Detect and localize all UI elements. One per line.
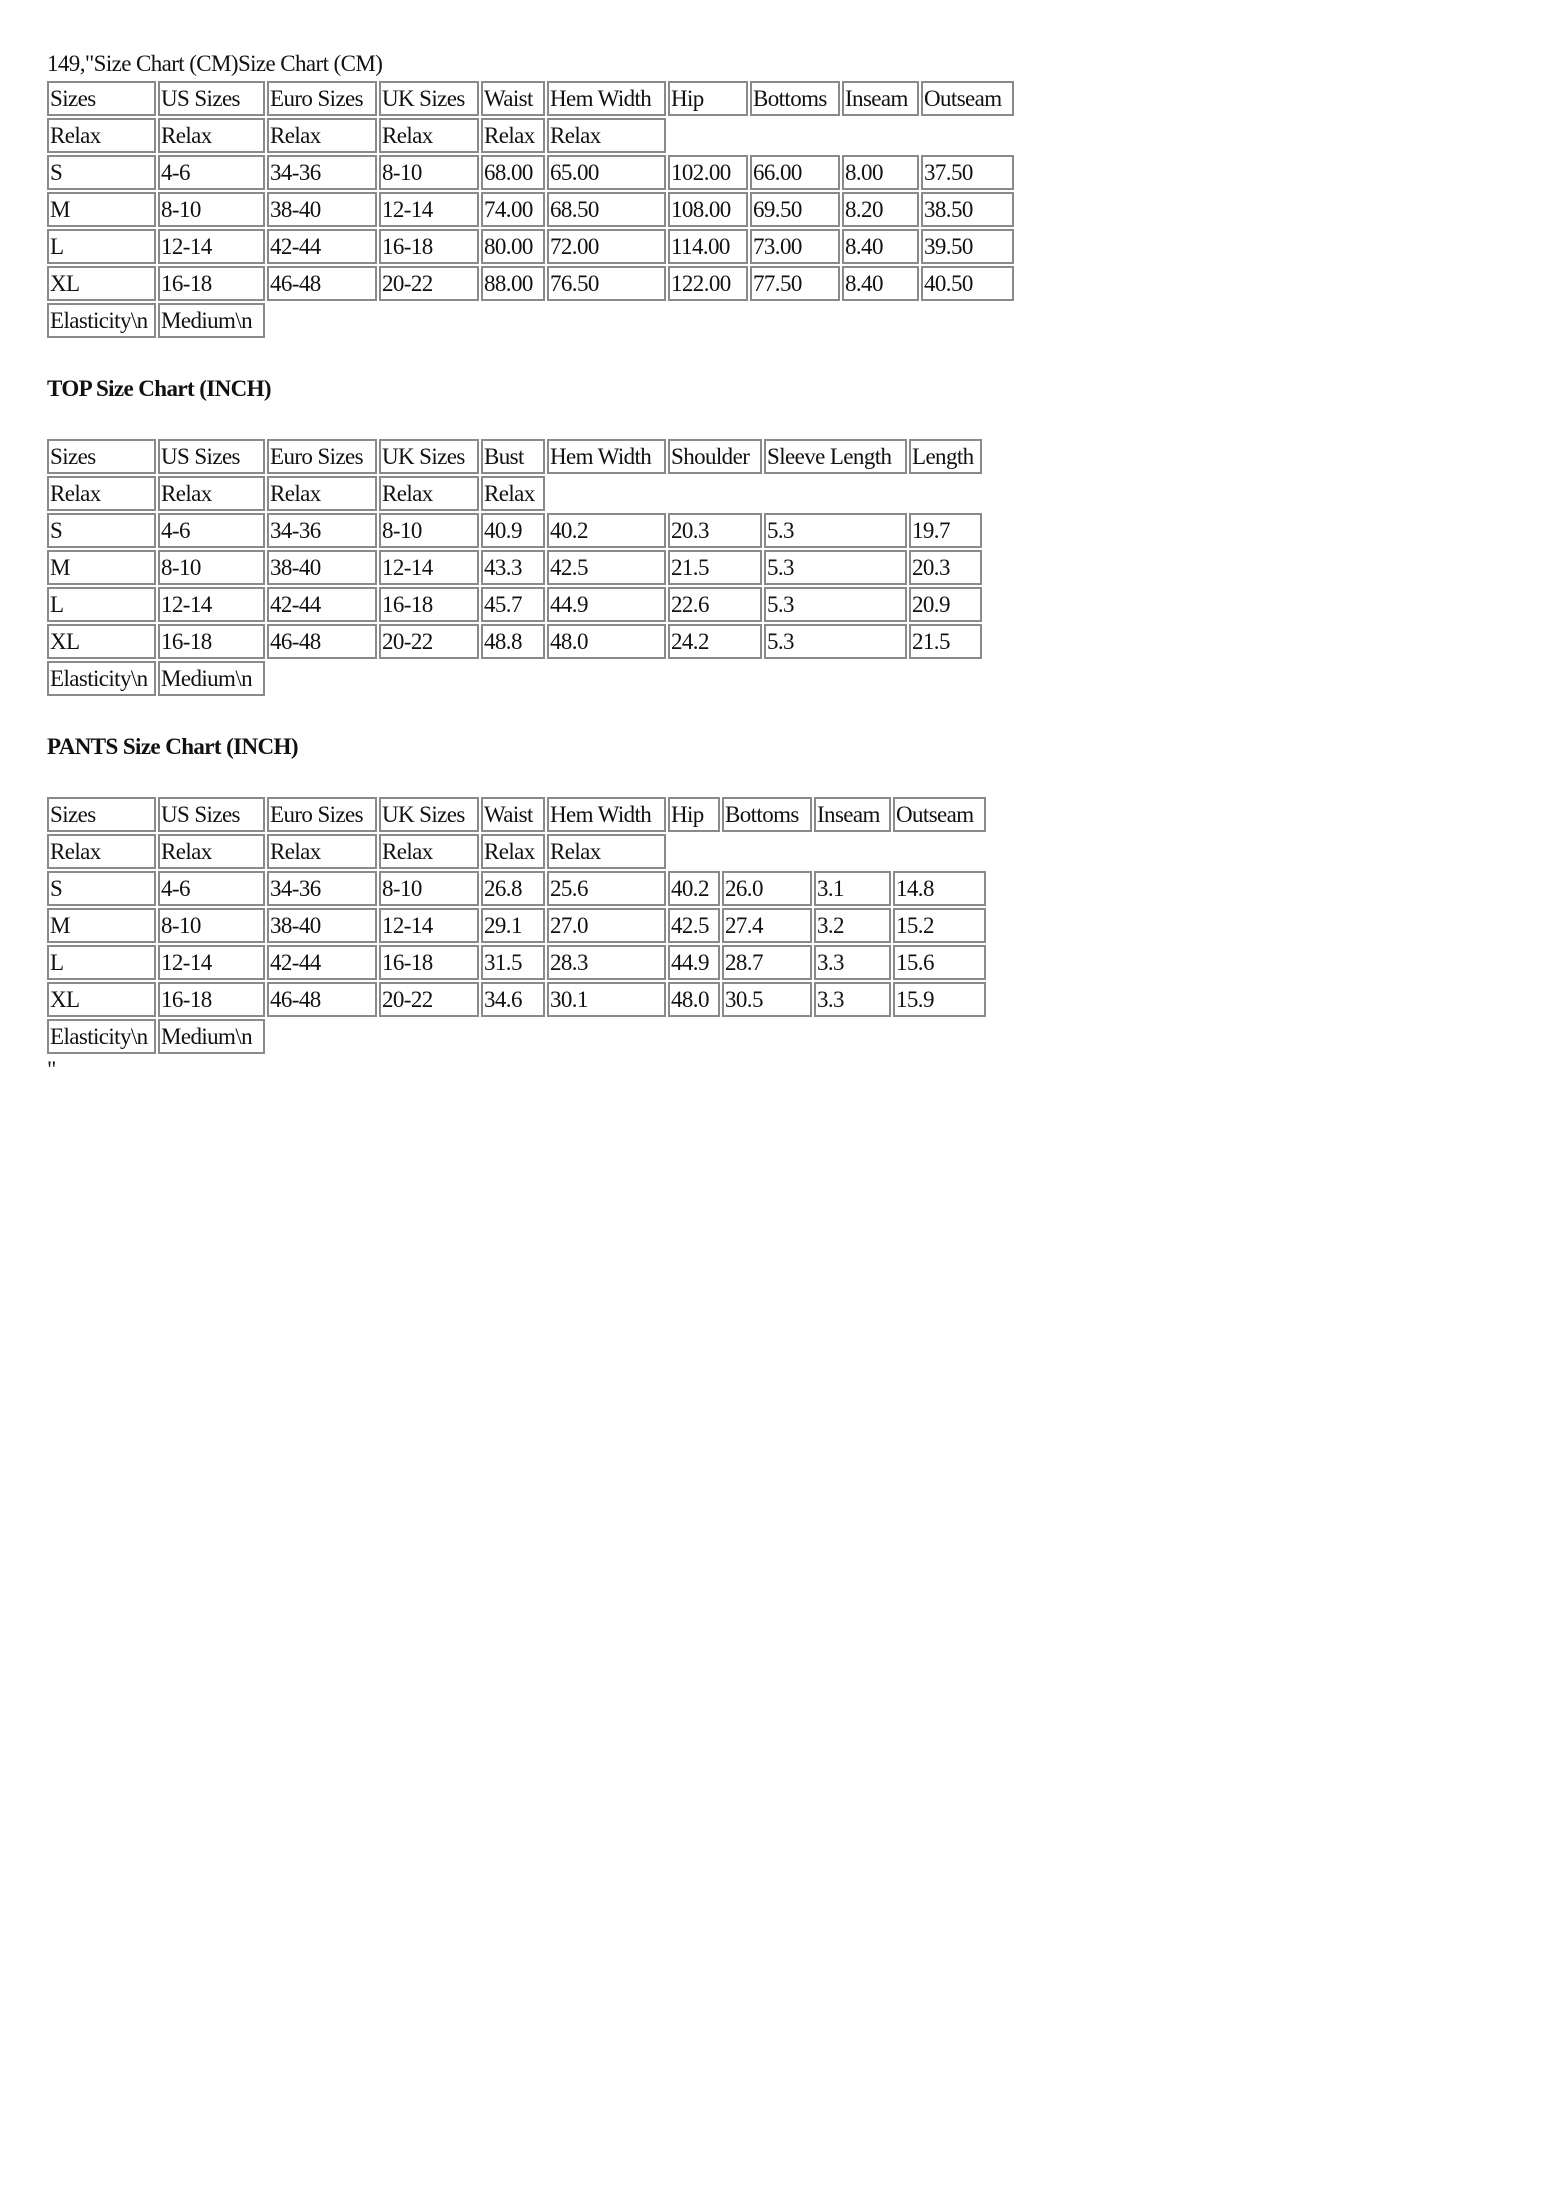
table-cell: 30.1	[547, 982, 666, 1017]
relax-cell: Relax	[158, 118, 265, 153]
table-cell: 42.5	[547, 550, 666, 585]
table-cell: 12-14	[379, 908, 479, 943]
table-cell: 114.00	[668, 229, 748, 264]
header-cell-sleeve-length: Sleeve Length	[764, 439, 907, 474]
table-cell: 20-22	[379, 624, 479, 659]
table-cell: 34-36	[267, 513, 377, 548]
table-cell: 102.00	[668, 155, 748, 190]
table-cell: 34-36	[267, 871, 377, 906]
table-cell: 16-18	[158, 266, 265, 301]
table-cell: 73.00	[750, 229, 840, 264]
elasticity-value-cell: Medium\n	[158, 303, 265, 338]
table-cell: M	[47, 550, 156, 585]
table-cell: 46-48	[267, 624, 377, 659]
table-cell: 8.40	[842, 229, 919, 264]
header-cell-outseam: Outseam	[893, 797, 986, 832]
table-row	[47, 192, 1014, 227]
header-cell-sizes: Sizes	[47, 797, 156, 832]
table-cell: 15.6	[893, 945, 986, 980]
table-cell: 34.6	[481, 982, 545, 1017]
relax-cell: Relax	[379, 476, 479, 511]
cm-size-chart-table	[45, 79, 1016, 340]
table-cell: 48.0	[668, 982, 720, 1017]
table-cell: 4-6	[158, 513, 265, 548]
table-cell: 68.00	[481, 155, 545, 190]
table-cell: 46-48	[267, 982, 377, 1017]
table-row	[47, 871, 986, 906]
elasticity-label-cell: Elasticity\n	[47, 661, 156, 696]
table-cell: 42-44	[267, 229, 377, 264]
table-cell: 45.7	[481, 587, 545, 622]
table-cell: 38-40	[267, 192, 377, 227]
header-cell-shoulder: Shoulder	[668, 439, 762, 474]
relax-cell: Relax	[379, 118, 479, 153]
table-cell: M	[47, 192, 156, 227]
table-cell: 12-14	[158, 587, 265, 622]
header-cell-uk-sizes: UK Sizes	[379, 797, 479, 832]
table-cell: 12-14	[379, 550, 479, 585]
relax-cell: Relax	[47, 834, 156, 869]
table-cell: 12-14	[158, 229, 265, 264]
header-cell-sizes: Sizes	[47, 439, 156, 474]
table-cell: M	[47, 908, 156, 943]
pants-size-chart-table	[45, 795, 988, 1056]
table-cell: 21.5	[909, 624, 982, 659]
table-cell: 76.50	[547, 266, 666, 301]
table-cell: 5.3	[764, 550, 907, 585]
document-title-line: 149,"Size Chart (CM)Size Chart (CM)	[47, 51, 383, 76]
top-size-chart-heading: TOP Size Chart (INCH)	[47, 376, 271, 401]
relax-cell: Relax	[481, 834, 545, 869]
table-cell: 21.5	[668, 550, 762, 585]
table-row	[47, 266, 1014, 301]
top-size-chart-table	[45, 437, 984, 698]
table-cell: 5.3	[764, 513, 907, 548]
elasticity-value-cell: Medium\n	[158, 661, 265, 696]
relax-cell: Relax	[158, 476, 265, 511]
table-row	[47, 624, 982, 659]
table-cell: 40.2	[547, 513, 666, 548]
table-cell: 40.50	[921, 266, 1014, 301]
relax-cell: Relax	[47, 476, 156, 511]
table-row	[47, 229, 1014, 264]
empty-cell	[267, 661, 982, 696]
table-cell: 4-6	[158, 871, 265, 906]
header-cell-waist: Waist	[481, 81, 545, 116]
header-cell-euro-sizes: Euro Sizes	[267, 797, 377, 832]
table-cell: 8-10	[379, 155, 479, 190]
table-cell: 122.00	[668, 266, 748, 301]
table-cell: 12-14	[379, 192, 479, 227]
header-cell-length: Length	[909, 439, 982, 474]
table-cell: 24.2	[668, 624, 762, 659]
header-cell-inseam: Inseam	[814, 797, 891, 832]
table-cell: 8-10	[379, 513, 479, 548]
relax-cell: Relax	[158, 834, 265, 869]
relax-row	[47, 834, 986, 869]
table-cell: 8.00	[842, 155, 919, 190]
table-cell: 4-6	[158, 155, 265, 190]
empty-cell	[547, 476, 982, 511]
header-cell-euro-sizes: Euro Sizes	[267, 439, 377, 474]
table-cell: 46-48	[267, 266, 377, 301]
table-cell: 74.00	[481, 192, 545, 227]
table-cell: 8-10	[158, 908, 265, 943]
header-cell-waist: Waist	[481, 797, 545, 832]
relax-cell: Relax	[267, 834, 377, 869]
table-cell: 15.9	[893, 982, 986, 1017]
table-cell: 34-36	[267, 155, 377, 190]
table-cell: 20.9	[909, 587, 982, 622]
table-cell: 77.50	[750, 266, 840, 301]
table-cell: 80.00	[481, 229, 545, 264]
table-cell: 38.50	[921, 192, 1014, 227]
relax-cell: Relax	[379, 834, 479, 869]
relax-cell: Relax	[47, 118, 156, 153]
header-cell-bottoms: Bottoms	[750, 81, 840, 116]
table-cell: 28.7	[722, 945, 812, 980]
table-row	[47, 945, 986, 980]
table-cell: 3.3	[814, 945, 891, 980]
elasticity-row	[47, 1019, 986, 1054]
table-cell: 8-10	[379, 871, 479, 906]
table-cell: 20-22	[379, 266, 479, 301]
relax-cell: Relax	[267, 118, 377, 153]
header-cell-euro-sizes: Euro Sizes	[267, 81, 377, 116]
table-cell: 26.8	[481, 871, 545, 906]
table-row	[47, 513, 982, 548]
table-cell: XL	[47, 982, 156, 1017]
relax-cell: Relax	[547, 834, 666, 869]
table-cell: 8.40	[842, 266, 919, 301]
table-cell: 3.3	[814, 982, 891, 1017]
table-cell: 3.2	[814, 908, 891, 943]
table-row	[47, 155, 1014, 190]
closing-quote-mark: "	[47, 1057, 56, 1082]
relax-cell: Relax	[481, 476, 545, 511]
elasticity-label-cell: Elasticity\n	[47, 1019, 156, 1054]
table-cell: 68.50	[547, 192, 666, 227]
table-cell: 27.4	[722, 908, 812, 943]
empty-cell	[267, 1019, 986, 1054]
table-cell: 12-14	[158, 945, 265, 980]
table-cell: 29.1	[481, 908, 545, 943]
elasticity-label-cell: Elasticity\n	[47, 303, 156, 338]
empty-cell	[668, 834, 986, 869]
header-cell-uk-sizes: UK Sizes	[379, 81, 479, 116]
table-row	[47, 982, 986, 1017]
table-cell: 72.00	[547, 229, 666, 264]
table-cell: 16-18	[158, 982, 265, 1017]
elasticity-value-cell: Medium\n	[158, 1019, 265, 1054]
table-cell: 30.5	[722, 982, 812, 1017]
empty-cell	[668, 118, 1014, 153]
header-cell-bust: Bust	[481, 439, 545, 474]
table-cell: 37.50	[921, 155, 1014, 190]
table-cell: 16-18	[379, 587, 479, 622]
table-cell: 88.00	[481, 266, 545, 301]
table-row	[47, 550, 982, 585]
table-cell: 66.00	[750, 155, 840, 190]
header-cell-hem-width: Hem Width	[547, 81, 666, 116]
header-cell-us-sizes: US Sizes	[158, 797, 265, 832]
table-cell: 69.50	[750, 192, 840, 227]
table-cell: 8.20	[842, 192, 919, 227]
table-cell: 28.3	[547, 945, 666, 980]
empty-cell	[267, 303, 1014, 338]
table-cell: XL	[47, 624, 156, 659]
document-page	[47, 48, 1447, 1084]
table-cell: 42.5	[668, 908, 720, 943]
table-cell: 20-22	[379, 982, 479, 1017]
table-cell: XL	[47, 266, 156, 301]
header-cell-us-sizes: US Sizes	[158, 81, 265, 116]
table-cell: 22.6	[668, 587, 762, 622]
header-cell-bottoms: Bottoms	[722, 797, 812, 832]
header-cell-hip: Hip	[668, 797, 720, 832]
table-cell: 16-18	[379, 945, 479, 980]
table-cell: 42-44	[267, 587, 377, 622]
table-cell: S	[47, 155, 156, 190]
pants-size-chart-heading: PANTS Size Chart (INCH)	[47, 734, 298, 759]
header-cell-uk-sizes: UK Sizes	[379, 439, 479, 474]
relax-row	[47, 118, 1014, 153]
table-row	[47, 908, 986, 943]
table-cell: 5.3	[764, 587, 907, 622]
elasticity-row	[47, 303, 1014, 338]
header-cell-hem-width: Hem Width	[547, 439, 666, 474]
table-cell: L	[47, 229, 156, 264]
table-cell: L	[47, 587, 156, 622]
table-cell: S	[47, 871, 156, 906]
header-row	[47, 797, 986, 832]
header-cell-outseam: Outseam	[921, 81, 1014, 116]
table-cell: 16-18	[379, 229, 479, 264]
table-cell: 26.0	[722, 871, 812, 906]
relax-cell: Relax	[547, 118, 666, 153]
table-cell: 43.3	[481, 550, 545, 585]
elasticity-row	[47, 661, 982, 696]
header-row	[47, 81, 1014, 116]
header-cell-hem-width: Hem Width	[547, 797, 666, 832]
table-cell: 108.00	[668, 192, 748, 227]
table-cell: 19.7	[909, 513, 982, 548]
header-cell-hip: Hip	[668, 81, 748, 116]
table-cell: 31.5	[481, 945, 545, 980]
relax-row	[47, 476, 982, 511]
table-cell: 44.9	[668, 945, 720, 980]
table-cell: 3.1	[814, 871, 891, 906]
table-cell: 40.9	[481, 513, 545, 548]
table-cell: 38-40	[267, 550, 377, 585]
table-cell: 15.2	[893, 908, 986, 943]
header-cell-us-sizes: US Sizes	[158, 439, 265, 474]
relax-cell: Relax	[267, 476, 377, 511]
table-cell: 44.9	[547, 587, 666, 622]
table-cell: 40.2	[668, 871, 720, 906]
table-cell: 16-18	[158, 624, 265, 659]
table-cell: 39.50	[921, 229, 1014, 264]
table-cell: 48.8	[481, 624, 545, 659]
table-cell: S	[47, 513, 156, 548]
table-cell: 8-10	[158, 550, 265, 585]
header-cell-sizes: Sizes	[47, 81, 156, 116]
table-cell: 14.8	[893, 871, 986, 906]
table-cell: 27.0	[547, 908, 666, 943]
table-cell: 25.6	[547, 871, 666, 906]
table-row	[47, 587, 982, 622]
table-cell: 8-10	[158, 192, 265, 227]
table-cell: L	[47, 945, 156, 980]
table-cell: 48.0	[547, 624, 666, 659]
table-cell: 65.00	[547, 155, 666, 190]
table-cell: 20.3	[909, 550, 982, 585]
table-cell: 38-40	[267, 908, 377, 943]
table-cell: 5.3	[764, 624, 907, 659]
header-row	[47, 439, 982, 474]
header-cell-inseam: Inseam	[842, 81, 919, 116]
table-cell: 42-44	[267, 945, 377, 980]
table-cell: 20.3	[668, 513, 762, 548]
relax-cell: Relax	[481, 118, 545, 153]
